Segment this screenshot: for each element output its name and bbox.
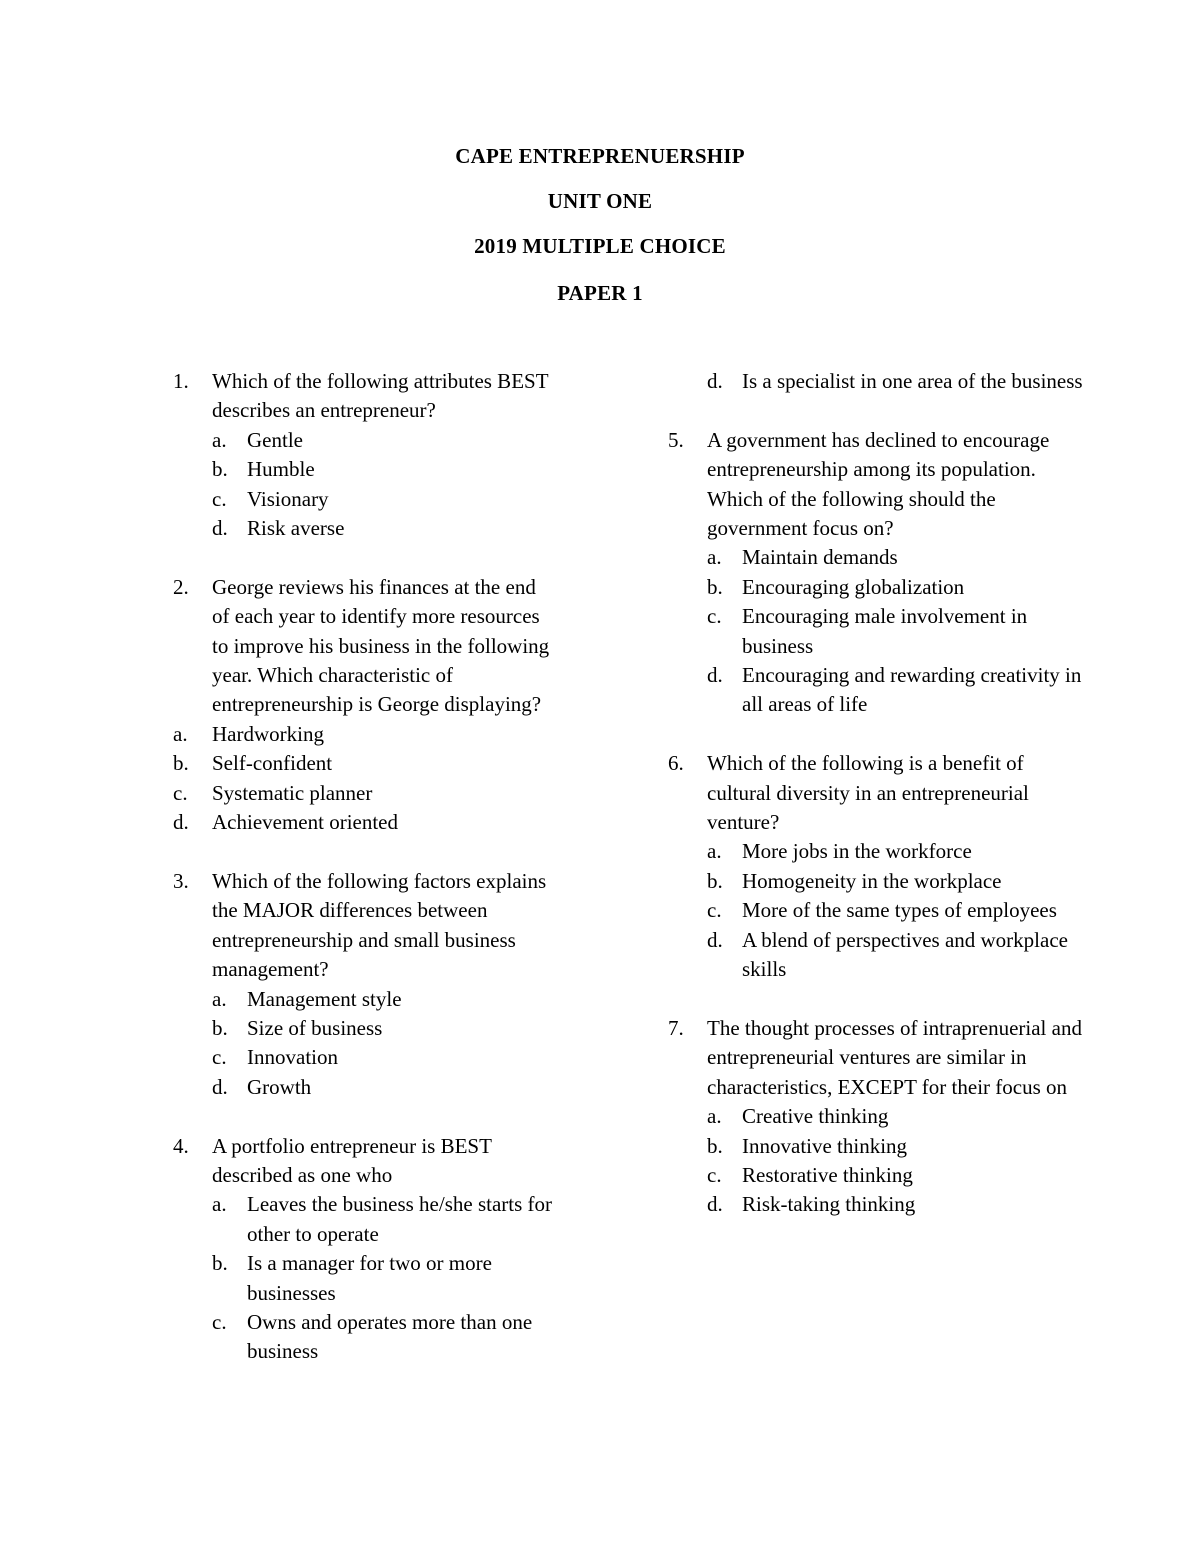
question-number: 7.	[668, 1015, 684, 1040]
option-c: c. More of the same types of employees	[707, 898, 1057, 923]
option-b: b. Size of business	[212, 1015, 383, 1040]
option-b: b. Homogeneity in the workplace	[707, 868, 1002, 893]
question-text: Which of the following is a benefit of cultural diversity in an entrepreneurial venture?	[707, 751, 1029, 835]
option-c: c. Innovation	[212, 1045, 338, 1070]
question-number: 6.	[668, 751, 684, 776]
question-number: 1.	[173, 369, 189, 393]
question-text: Which of the following factors explains the MAJOR differences between entrepreneurship and small business management?	[212, 868, 547, 982]
question-4-continued	[668, 367, 1088, 396]
question-number: 5.	[668, 427, 684, 452]
question-4	[173, 1132, 593, 1367]
question-6	[668, 749, 1088, 984]
exam-paper: PAPER 1	[557, 281, 643, 305]
option-list	[707, 367, 1088, 396]
option-c: c. Owns and operates more than one business	[212, 1309, 533, 1364]
option-d: d. Risk averse	[212, 516, 345, 541]
question-7	[668, 1014, 1088, 1220]
option-b: b. Self-confident	[173, 751, 333, 776]
option-list	[212, 1190, 593, 1366]
question-number: 3.	[173, 868, 189, 893]
option-c: c. Visionary	[212, 486, 329, 511]
option-b: b. Encouraging globalization	[707, 574, 965, 599]
option-b: b. Is a manager for two or more businesses	[212, 1251, 492, 1305]
option-list	[212, 426, 593, 544]
option-c: c. Restorative thinking	[707, 1162, 913, 1187]
option-a: a. Hardworking	[173, 721, 324, 746]
exam-year-type: 2019 MULTIPLE CHOICE	[474, 234, 726, 258]
question-number: 4.	[173, 1133, 189, 1158]
question-text: George reviews his finances at the end of each year to identify more resources to improve his business in the following year. Which characteristic of entrepreneurship is George displaying?	[212, 574, 550, 717]
option-d: d. Encouraging and rewarding creativity in all areas of life	[707, 663, 1082, 717]
option-a: a. Creative thinking	[707, 1104, 889, 1129]
option-d: d. Growth	[212, 1074, 312, 1099]
option-d: d. Achievement oriented	[173, 810, 399, 835]
question-3	[173, 867, 593, 1102]
question-text: Which of the following attributes BEST describes an entrepreneur?	[212, 369, 549, 423]
option-b: b. Innovative thinking	[707, 1133, 908, 1158]
option-list	[707, 543, 1088, 719]
option-list	[707, 837, 1088, 984]
option-a: a. Management style	[212, 986, 402, 1011]
option-a: a. Gentle	[212, 427, 303, 452]
option-c: c. Systematic planner	[173, 780, 373, 805]
question-text: A government has declined to encourage entrepreneurship among its population. Which of the following should the government focus on?	[707, 427, 1050, 541]
option-list	[212, 985, 593, 1103]
question-2	[173, 573, 593, 838]
option-list	[707, 1102, 1088, 1220]
option-a: a. Maintain demands	[707, 545, 898, 570]
left-column	[173, 367, 593, 1396]
exam-unit: UNIT ONE	[547, 189, 653, 213]
question-text: The thought processes of intraprenuerial and entrepreneurial ventures are similar in characteristics, EXCEPT for their focus on	[707, 1015, 1082, 1099]
option-d: d. Is a specialist in one area of the business	[707, 369, 1083, 393]
question-text: A portfolio entrepreneur is BEST described as one who	[212, 1133, 492, 1187]
option-c: c. Encouraging male involvement in business	[707, 604, 1028, 658]
option-a: a. More jobs in the workforce	[707, 839, 972, 864]
option-d: d. A blend of perspectives and workplace skills	[707, 927, 1068, 982]
question-5	[668, 426, 1088, 720]
exam-title: CAPE ENTREPRENUERSHIP	[455, 144, 745, 168]
right-column	[668, 367, 1088, 1249]
question-1	[173, 367, 593, 543]
option-a: a. Leaves the business he/she starts for other to operate	[212, 1192, 553, 1246]
question-number: 2.	[173, 574, 189, 599]
option-d: d. Risk-taking thinking	[707, 1192, 916, 1217]
option-list	[173, 720, 593, 838]
option-b: b. Humble	[212, 457, 315, 482]
